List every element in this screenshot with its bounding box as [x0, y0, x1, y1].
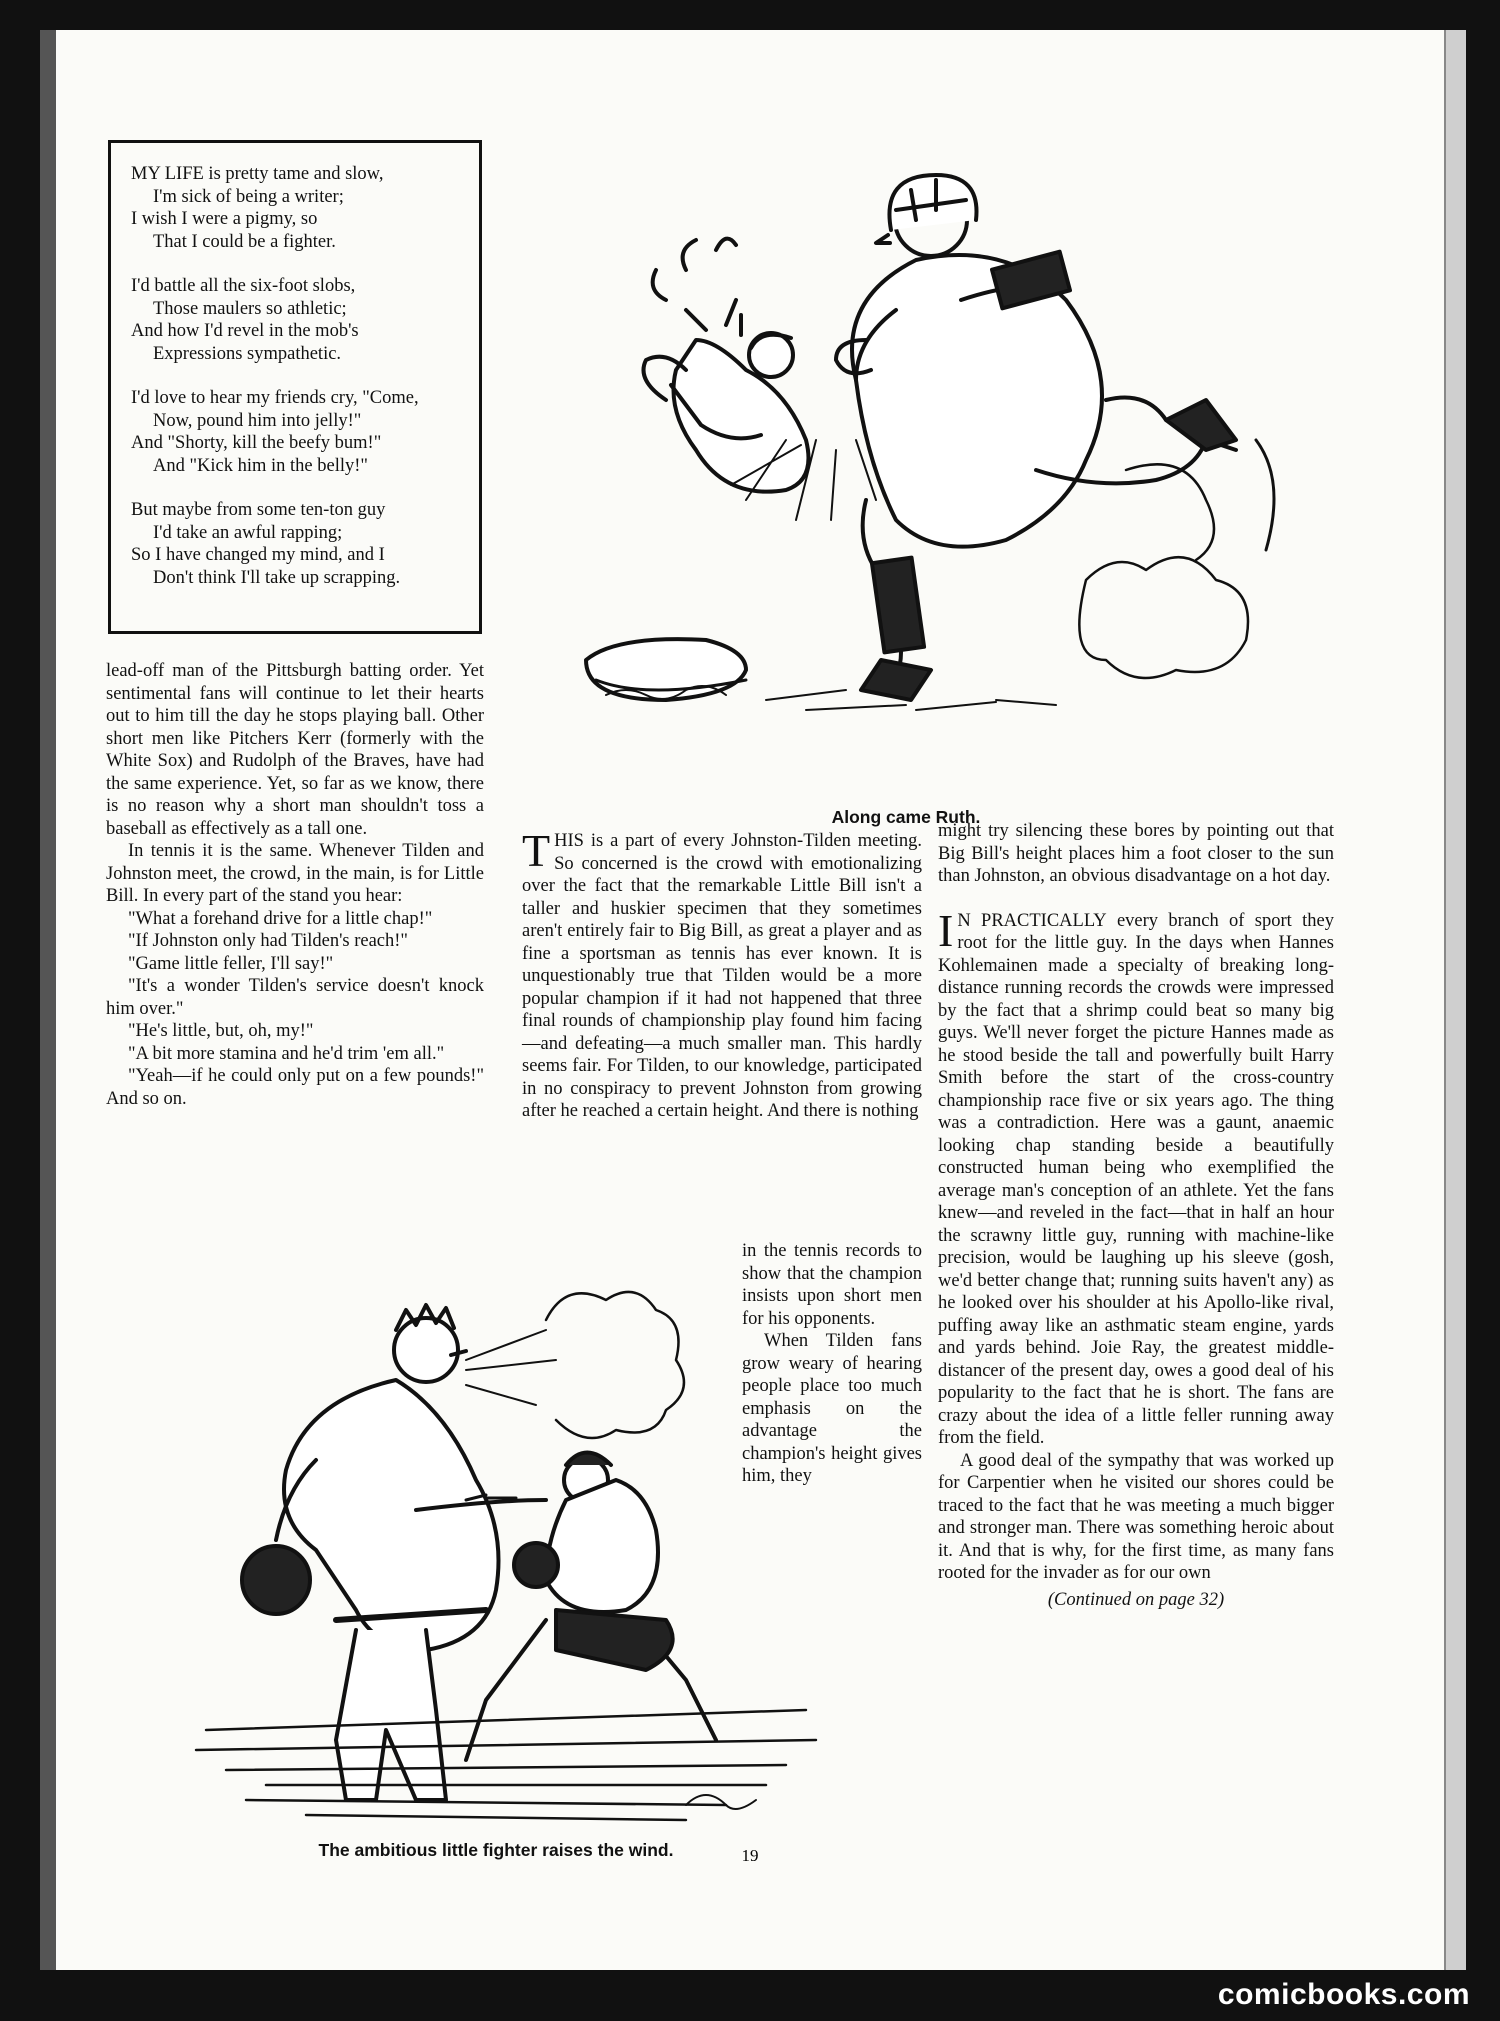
lead-words: N PRACTICALLY: [957, 910, 1107, 931]
continued-note: (Continued on page 32): [1047, 1589, 1225, 1610]
left-paragraph: In tennis it is the same. Whenever Tilden and Johnston meet, the crowd, in the main, is for Little Bill. In every part of the stand you hear:: [106, 841, 484, 906]
watermark: comicbooks.com: [1217, 1978, 1470, 2011]
poem-line: I wish I were a pigmy, so: [131, 209, 318, 229]
poem-line: Those maulers so athletic;: [153, 298, 347, 319]
page-number: 19: [741, 1846, 759, 1865]
poem-box: [108, 140, 482, 634]
page-edge: [1444, 30, 1466, 1970]
dropcap-i: I: [938, 904, 954, 956]
middle-narrow-text-1: in the tennis records to show that the champion insists upon short men for his opponents.: [742, 1241, 922, 1329]
right-para-3: A good deal of the sympathy that was worked up for Carpentier when he visited our shores could be traced to the fact that he was meeting a much bigger and stronger man. There was something heroic about it. And that is why, for the first time, as many fans rooted for the invader as for our own: [938, 1450, 1334, 1583]
page-spine: [40, 30, 56, 1970]
poem-line: And how I'd revel in the mob's: [131, 321, 359, 341]
poem-line: I'd love to hear my friends cry, "Come,: [131, 388, 419, 408]
poem-line: So I have changed my mind, and I: [131, 545, 385, 565]
poem-line: Expressions sympathetic.: [153, 343, 342, 364]
left-paragraph: lead-off man of the Pittsburgh batting order. Yet sentimental fans will continue to let their hearts out to him till the day he stops playing ball. Other short men like Pitchers Kerr (formerly with the White Sox) and Rudolph of the Braves, have had the same experience. Yet, so far as we know, there is no reason why a short man shouldn't toss a baseball as effectively as a tall one.: [106, 661, 484, 839]
poem-line: I'd take an awful rapping;: [153, 522, 343, 543]
poem-line: I'm sick of being a writer;: [153, 186, 344, 207]
lead-word: HIS: [554, 831, 584, 851]
middle-text: is a part of every Johnston-Tilden meeting. So concerned is the crowd with emotionalizing over the fact that the remarkable Little Bill isn't a taller and huskier specimen that they sometimes aren't entirely fair to Big Bill, as great a player and as fine a sportsman as tennis has ever known. It is unquestionably true that Tilden would be a more popular champion if it had not happened that three final rounds of championship play found him facing—and defeating—a much smaller man. This hardly seems fair. For Tilden, to our knowledge, participated in no conspiracy to prevent Johnston from growing after he reached a certain height. And there is nothing: [522, 831, 922, 1121]
left-paragraph: "If Johnston only had Tilden's reach!": [128, 931, 408, 951]
poem-stanza: [131, 275, 459, 365]
poem-line: Don't think I'll take up scrapping.: [153, 567, 401, 588]
right-para-1: might try silencing these bores by pointing out that Big Bill's height places him a foot closer to the sun than Johnston, an obvious disadvantage on a hot day.: [938, 821, 1334, 886]
poem-line: MY LIFE is pretty tame and slow,: [131, 164, 384, 184]
poem-stanza: [131, 387, 459, 477]
dropcap-t: T: [522, 825, 551, 876]
poem-line: Now, pound him into jelly!": [153, 410, 362, 431]
poem-stanza: [131, 163, 459, 253]
poem-line: I'd battle all the six-foot slobs,: [131, 276, 356, 296]
right-para-2: every branch of sport they root for the little guy. In the days when Hannes Kohlemainen made a specialty of breaking long-distance running records the crowds were impressed by the fact that a shrimp could beat so many big guys. We'll never forget the picture Hannes made as he stood beside the tall and powerfully built Harry Smith before the start of the cross-country championship race five or six years ago. The thing was a contradiction. Here was a gaunt, anaemic looking chap standing beside a beautifully constructed human being who exemplified the average man's conception of an athlete. Yet the fans knew—and reveled in the fact—that in half an hour the scrawny little guy, running with machine-like precision, would be laughing up his sleeve (gosh, we'd better change that; running suits haven't any) as he looked over his shoulder at his Apollo-like rival, puffing away like an asthmatic steam engine, yards and yards behind. Joie Ray, the greatest middle-distancer of the present day, owes a good deal of his popularity to the fact that he is short. The fans are crazy about the idea of a little feller running away from the field.: [938, 910, 1334, 1448]
poem-line: And "Shorty, kill the beefy bum!": [131, 433, 382, 453]
middle-column: [522, 825, 922, 1123]
left-paragraph: "It's a wonder Tilden's service doesn't knock him over.": [106, 976, 484, 1019]
left-paragraph: "A bit more stamina and he'd trim 'em all.": [128, 1043, 445, 1064]
left-paragraph: "Yeah—if he could only put on a few pounds!" And so on.: [106, 1066, 484, 1109]
left-paragraph: "He's little, but, oh, my!": [128, 1021, 314, 1041]
caption-ruth: Along came Ruth.: [831, 807, 981, 827]
poem-line: And "Kick him in the belly!": [153, 455, 368, 476]
right-column: [938, 820, 1334, 1611]
left-paragraph: "What a forehand drive for a little chap!": [128, 908, 433, 929]
magazine-page: [56, 30, 1444, 1970]
middle-narrow-text-2: When Tilden fans grow weary of hearing people place too much emphasis on the advantage the champion's height gives him, they: [742, 1331, 922, 1486]
left-paragraph: "Game little feller, I'll say!": [128, 953, 334, 974]
poem-stanza: [131, 499, 459, 589]
boxing-illustration: [166, 1260, 836, 1840]
baseball-illustration: [566, 140, 1346, 800]
poem-line: But maybe from some ten-ton guy: [131, 500, 386, 520]
left-column: [106, 660, 484, 1110]
poem-line: That I could be a fighter.: [153, 231, 336, 252]
caption-fighter: The ambitious little fighter raises the wind.: [318, 1840, 674, 1860]
